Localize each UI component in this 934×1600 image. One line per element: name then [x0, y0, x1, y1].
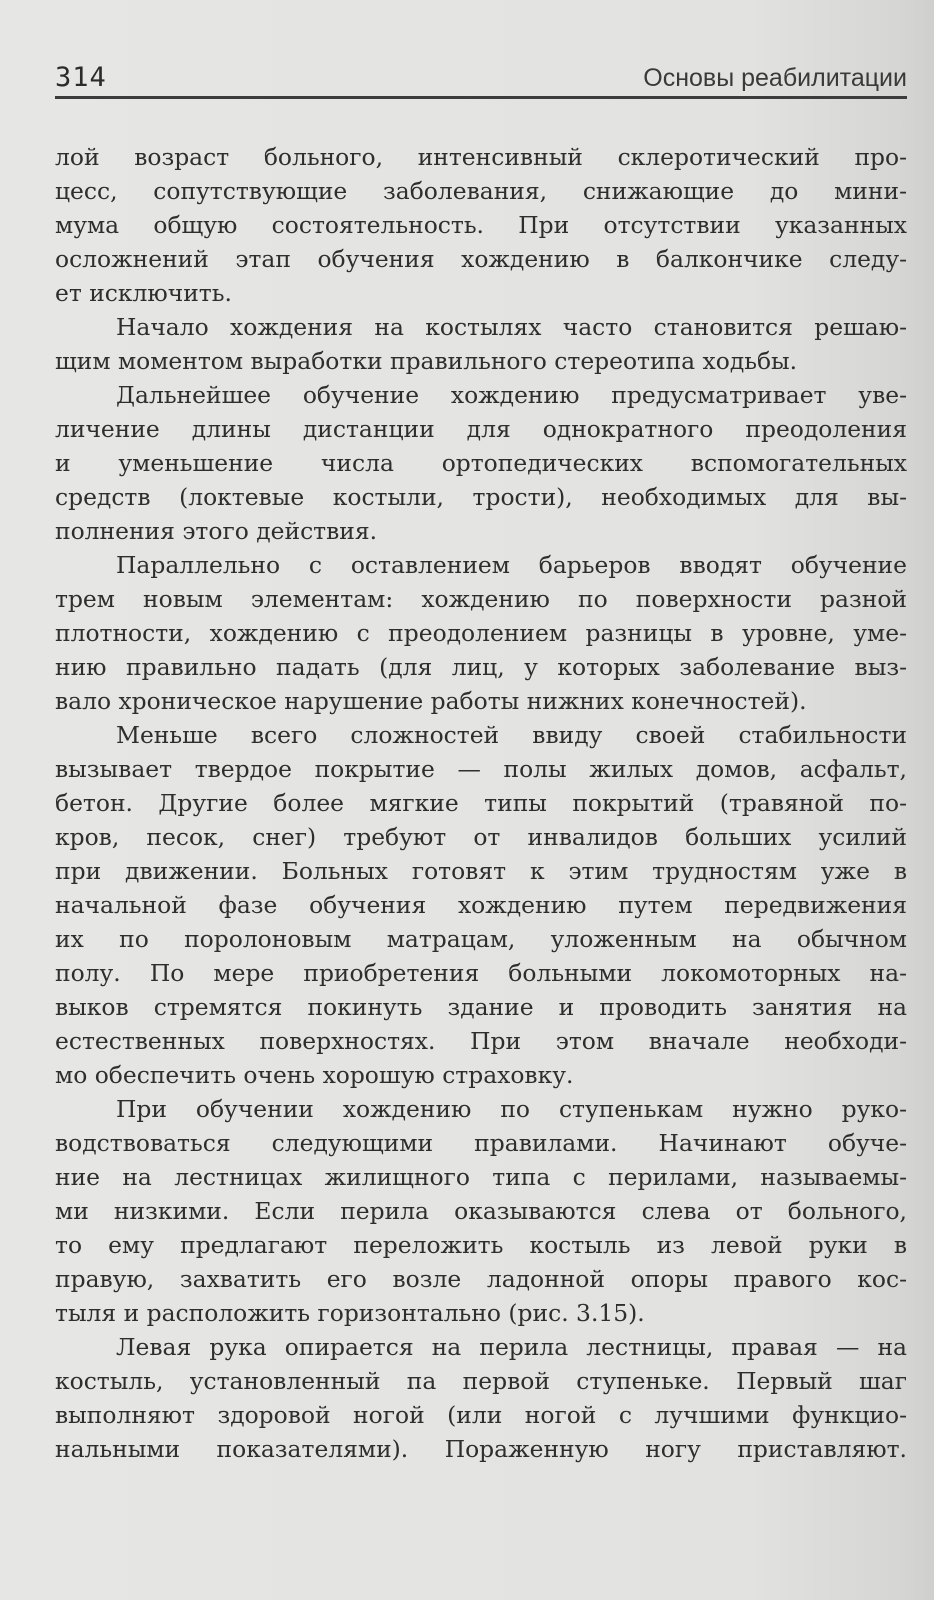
text-line: мума общую состоятельность. При отсутствии указанных	[55, 211, 907, 239]
text-line: ет исключить.	[55, 279, 232, 307]
text-line: ние на лестницах жилищного типа с перилами, называемы-	[55, 1163, 907, 1191]
text-line: полнения этого действия.	[55, 517, 378, 545]
text-line: вызывает твердое покрытие — полы жилых домов, асфальт,	[55, 755, 907, 783]
text-line: полу. По мере приобретения больными локомоторных на-	[55, 959, 907, 987]
header-rule	[55, 96, 907, 99]
text-line: мо обеспечить очень хорошую страховку.	[55, 1061, 574, 1089]
text-line: ми низкими. Если перила оказываются слева от больного,	[55, 1197, 907, 1225]
text-line: Меньше всего сложностей ввиду своей стабильности	[116, 721, 907, 749]
text-line: выполняют здоровой ногой (или ногой с лучшими функцио-	[55, 1401, 907, 1429]
text-line: вало хроническое нарушение работы нижних конечностей).	[55, 687, 807, 715]
text-line: выков стремятся покинуть здание и проводить занятия на	[55, 993, 907, 1021]
text-line: тыля и расположить горизонтально (рис. 3.15).	[55, 1299, 645, 1327]
text-line: кров, песок, снег) требуют от инвалидов больших усилий	[55, 823, 907, 851]
text-line: правую, захватить его возле ладонной опоры правого кос-	[55, 1265, 907, 1293]
text-line: водствоваться следующими правилами. Начинают обуче-	[55, 1129, 907, 1157]
text-line: лой возраст больного, интенсивный склеротический про-	[55, 143, 907, 171]
text-line: бетон. Другие более мягкие типы покрытий (травяной по-	[55, 789, 907, 817]
text-line: нию правильно падать (для лиц, у которых заболевание выз-	[55, 653, 907, 681]
text-line: начальной фазе обучения хождению путем передвижения	[55, 891, 907, 919]
text-line: Левая рука опирается на перила лестницы, правая — на	[116, 1333, 907, 1361]
text-line: Дальнейшее обучение хождению предусматривает уве-	[116, 381, 907, 409]
text-line: осложнений этап обучения хождению в балкончике следу-	[55, 245, 907, 273]
text-line: нальными показателями). Пораженную ногу приставляют.	[55, 1435, 907, 1463]
text-line: естественных поверхностях. При этом вначале необходи-	[55, 1027, 907, 1055]
text-line: их по поролоновым матрацам, уложенным на обычном	[55, 925, 907, 953]
text-line: и уменьшение числа ортопедических вспомогательных	[55, 449, 907, 477]
text-line: Начало хождения на костылях часто становится решаю-	[116, 313, 907, 341]
text-line: то ему предлагают переложить костыль из левой руки в	[55, 1231, 907, 1259]
page-number: 314	[55, 62, 107, 93]
text-line: средств (локтевые костыли, трости), необходимых для вы-	[55, 483, 907, 511]
running-title: Основы реабилитации	[643, 64, 907, 92]
text-line: цесс, сопутствующие заболевания, снижающие до мини-	[55, 177, 907, 205]
text-line: щим моментом выработки правильного стереотипа ходьбы.	[55, 347, 798, 375]
page-header	[55, 62, 907, 98]
text-line: личение длины дистанции для однократного преодоления	[55, 415, 907, 443]
text-line: трем новым элементам: хождению по поверхности разной	[55, 585, 907, 613]
text-line: плотности, хождению с преодолением разницы в уровне, уме-	[55, 619, 907, 647]
text-line: Параллельно с оставлением барьеров вводят обучение	[116, 551, 907, 579]
text-line: при движении. Больных готовят к этим трудностям уже в	[55, 857, 907, 885]
text-line: костыль, установленный па первой ступеньке. Первый шаг	[55, 1367, 907, 1395]
body-text	[55, 140, 907, 1466]
text-line: При обучении хождению по ступенькам нужно руко-	[116, 1095, 907, 1123]
